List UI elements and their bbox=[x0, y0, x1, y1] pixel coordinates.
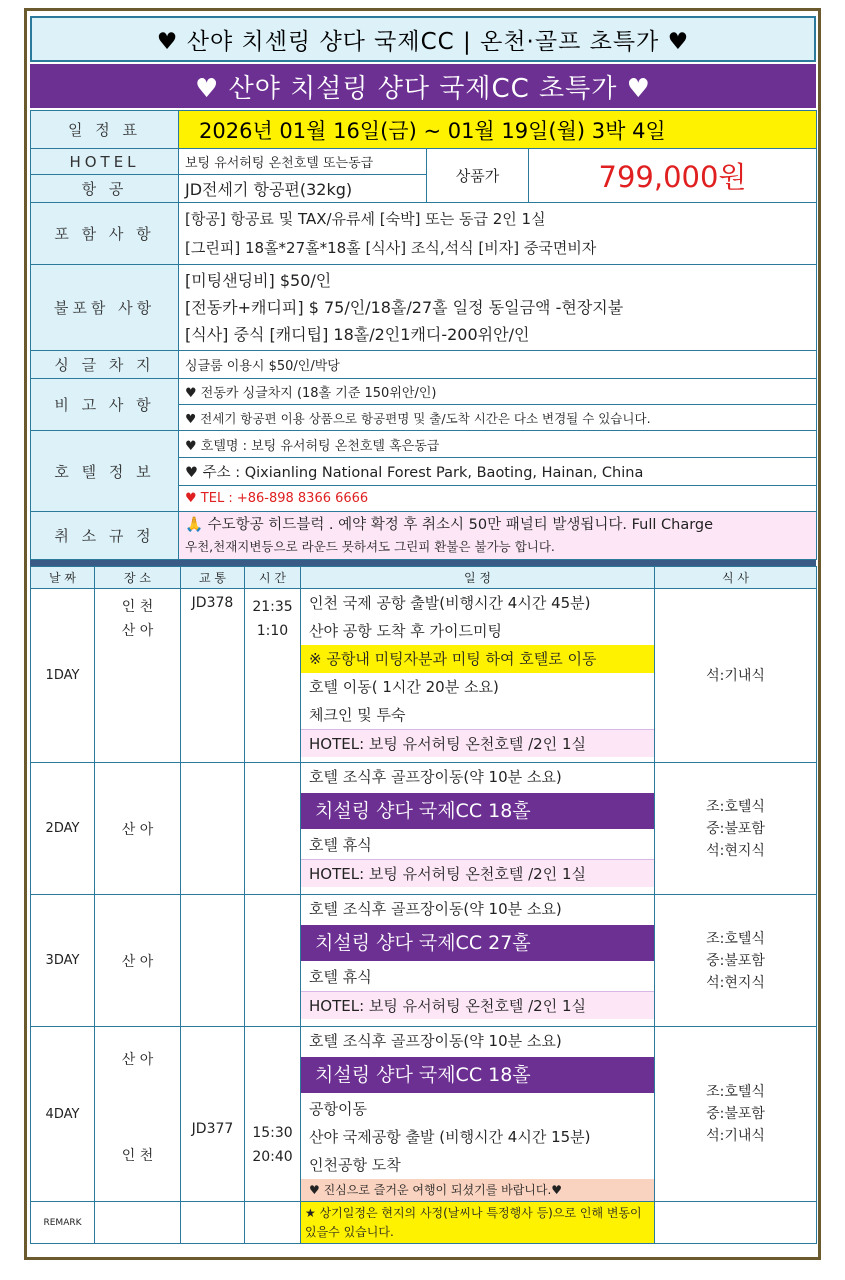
air-value: JD전세기 항공편(32kg) bbox=[179, 175, 427, 203]
day4-meal: 중:불포함 bbox=[706, 1106, 765, 1122]
hotel-row bbox=[31, 149, 817, 175]
hotel-info-row-1 bbox=[31, 431, 817, 458]
day4-place: 인 천 bbox=[121, 1148, 154, 1164]
cancel-row bbox=[31, 512, 817, 560]
single-label: 싱 글 차 지 bbox=[31, 351, 179, 379]
day1-place: 인 천 bbox=[121, 599, 154, 615]
price-value: 799,000원 bbox=[529, 149, 817, 203]
day4-row bbox=[31, 1027, 817, 1202]
day3-meal: 조:호텔식 bbox=[706, 930, 765, 947]
day4-times bbox=[245, 1027, 301, 1202]
day3-meal: 중:불포함 bbox=[706, 952, 765, 969]
remark-row bbox=[31, 1202, 817, 1244]
schedule-table bbox=[30, 566, 817, 1244]
hotel-value: 보팅 유서허팅 온천호텔 또는동급 bbox=[179, 149, 427, 175]
day3-place: 산 아 bbox=[95, 895, 181, 1027]
day4-item: 호텔 조식후 골프장이동(약 10분 소요) bbox=[309, 1032, 562, 1050]
day4-item: 산야 국제공항 출발 (비행시간 4시간 15분) bbox=[309, 1128, 591, 1146]
page-title: ♥ 산야 치센링 샹다 국제CC | 온천·골프 초특가 ♥ bbox=[30, 16, 816, 62]
day4-item: 공항이동 bbox=[309, 1100, 367, 1118]
remarks-line: ♥ 전세기 항공편 이용 상품으로 항공편명 및 출/도착 시간은 다소 변경될 수 있습니다. bbox=[179, 405, 817, 431]
cancel-line: 🙏 수도항공 히드블럭 . 예약 확정 후 취소시 50만 패널티 발생됩니다. Full Charge bbox=[185, 516, 714, 533]
day3-item: 호텔 휴식 bbox=[309, 968, 372, 986]
day2-items bbox=[301, 763, 655, 895]
day4-time: 20:40 bbox=[252, 1149, 293, 1165]
day2-item: 호텔 휴식 bbox=[309, 836, 372, 854]
day4-meals bbox=[655, 1027, 817, 1202]
schedule-value: 2026년 01월 16일(금) ~ 01월 19일(월) 3박 4일 bbox=[179, 111, 817, 149]
exclude-row bbox=[31, 265, 817, 351]
day2-item: 호텔 조식후 골프장이동(약 10분 소요) bbox=[309, 768, 562, 786]
hotel-tel: ♥ TEL : +86-898 8366 6666 bbox=[179, 486, 817, 512]
day4-meal: 석:기내식 bbox=[706, 1128, 765, 1144]
day1-item: 호텔 이동( 1시간 20분 소요) bbox=[309, 678, 499, 696]
day2-meal: 석:현지식 bbox=[706, 842, 765, 859]
hotel-info-line: ♥ 호텔명 : 보팅 유서허팅 온천호텔 혹은동급 bbox=[179, 431, 817, 458]
day3-time bbox=[245, 895, 301, 1027]
remark-empty bbox=[655, 1202, 817, 1244]
itinerary-document bbox=[30, 16, 816, 1244]
day1-transport: JD378 bbox=[181, 589, 245, 763]
day1-times bbox=[245, 589, 301, 763]
header-meal: 식 사 bbox=[655, 567, 817, 589]
day2-meal: 조:호텔식 bbox=[706, 798, 765, 815]
day3-transport bbox=[181, 895, 245, 1027]
day2-label: 2DAY bbox=[31, 763, 95, 895]
day3-golf-course: 치설링 샹다 국제CC 27홀 bbox=[301, 925, 654, 961]
exclude-value bbox=[179, 265, 817, 351]
cancel-line: 우천,천재지변등으로 라운드 못하셔도 그린피 환불은 불가능 합니다. bbox=[185, 538, 555, 554]
include-value bbox=[179, 203, 817, 265]
exclude-line: [미팅샌딩비] $50/인 bbox=[185, 271, 332, 290]
day1-label: 1DAY bbox=[31, 589, 95, 763]
include-label: 포 함 사 항 bbox=[31, 203, 179, 265]
day3-items bbox=[301, 895, 655, 1027]
include-row bbox=[31, 203, 817, 265]
day2-time bbox=[245, 763, 301, 895]
day4-farewell: ♥ 진심으로 즐거운 여행이 되셨기를 바랍니다.♥ bbox=[301, 1179, 654, 1201]
day1-item: 인천 국제 공항 출발(비행시간 4시간 45분) bbox=[309, 594, 591, 612]
day1-item: 산야 공항 도착 후 가이드미팅 bbox=[309, 622, 502, 640]
header-itinerary: 일 정 bbox=[301, 567, 655, 589]
remark-label: REMARK bbox=[31, 1202, 95, 1244]
header-date: 날 짜 bbox=[31, 567, 95, 589]
exclude-line: [식사] 중식 [캐디팁] 18홀/2인1캐디-200위안/인 bbox=[185, 325, 530, 344]
day4-items bbox=[301, 1027, 655, 1202]
header-place: 장 소 bbox=[95, 567, 181, 589]
day2-row bbox=[31, 763, 817, 895]
include-line: [그린피] 18홀*27홀*18홀 [식사] 조식,석식 [비자] 중국면비자 bbox=[185, 238, 597, 257]
day3-label: 3DAY bbox=[31, 895, 95, 1027]
info-table bbox=[30, 110, 817, 560]
hotel-info-line: ♥ 주소 : Qixianling National Forest Park, Baoting, Hainan, China bbox=[179, 458, 817, 486]
day3-meal: 석:현지식 bbox=[706, 974, 765, 991]
schedule-row bbox=[31, 111, 817, 149]
day1-time: 1:10 bbox=[256, 623, 289, 639]
day1-item: 체크인 및 투숙 bbox=[309, 706, 406, 724]
remarks-line: ♥ 전동카 싱글차지 (18홀 기준 150위안/인) bbox=[179, 379, 817, 405]
hotel-info-label: 호 텔 정 보 bbox=[31, 431, 179, 512]
remarks-label: 비 고 사 항 bbox=[31, 379, 179, 431]
remark-empty bbox=[95, 1202, 181, 1244]
day1-meal: 석:기내식 bbox=[706, 667, 765, 684]
cancel-value bbox=[179, 512, 817, 560]
day2-transport bbox=[181, 763, 245, 895]
day1-meals bbox=[655, 589, 817, 763]
remark-text: ★ 상기일정은 현지의 사정(날씨나 특정행사 등)으로 인해 변동이 있을수 있습니다. bbox=[301, 1202, 655, 1244]
day4-places bbox=[95, 1027, 181, 1202]
day1-hotel: HOTEL: 보팅 유서허팅 온천호텔 /2인 1실 bbox=[301, 729, 654, 757]
day4-meal: 조:호텔식 bbox=[706, 1084, 765, 1100]
remark-empty bbox=[245, 1202, 301, 1244]
exclude-line: [전동카+캐디피] $ 75/인/18홀/27홀 일정 동일금액 -현장지불 bbox=[185, 298, 624, 317]
include-line: [항공] 항공료 및 TAX/유류세 [숙박] 또는 동급 2인 1실 bbox=[185, 209, 546, 228]
cancel-label: 취 소 규 정 bbox=[31, 512, 179, 560]
schedule-header-row bbox=[31, 567, 817, 589]
day1-time: 21:35 bbox=[252, 599, 293, 615]
day2-meal: 중:불포함 bbox=[706, 820, 765, 837]
remarks-row-1 bbox=[31, 379, 817, 405]
day1-places bbox=[95, 589, 181, 763]
day2-golf-course: 치설링 샹다 국제CC 18홀 bbox=[301, 793, 654, 829]
day2-place: 산 아 bbox=[95, 763, 181, 895]
day4-golf-course: 치설링 샹다 국제CC 18홀 bbox=[301, 1057, 654, 1093]
day3-meals bbox=[655, 895, 817, 1027]
schedule-label: 일 정 표 bbox=[31, 111, 179, 149]
day1-item-highlight: ※ 공항내 미팅자분과 미팅 하여 호텔로 이동 bbox=[301, 645, 654, 673]
air-label: 항 공 bbox=[31, 175, 179, 203]
remark-empty bbox=[181, 1202, 245, 1244]
header-transport: 교 통 bbox=[181, 567, 245, 589]
day1-place: 산 아 bbox=[121, 623, 154, 639]
day4-label: 4DAY bbox=[31, 1027, 95, 1202]
single-row bbox=[31, 351, 817, 379]
day3-hotel: HOTEL: 보팅 유서허팅 온천호텔 /2인 1실 bbox=[301, 991, 654, 1019]
day4-time: 15:30 bbox=[252, 1125, 293, 1141]
day4-transport: JD377 bbox=[181, 1027, 245, 1202]
day2-hotel: HOTEL: 보팅 유서허팅 온천호텔 /2인 1실 bbox=[301, 859, 654, 887]
day1-items bbox=[301, 589, 655, 763]
day4-place: 산 아 bbox=[121, 1052, 154, 1068]
day1-row bbox=[31, 589, 817, 763]
single-value: 싱글룸 이용시 $50/인/박당 bbox=[179, 351, 817, 379]
exclude-label: 불포함 사항 bbox=[31, 265, 179, 351]
day3-item: 호텔 조식후 골프장이동(약 10분 소요) bbox=[309, 900, 562, 918]
page-subtitle: ♥ 산야 치설링 샹다 국제CC 초특가 ♥ bbox=[30, 64, 816, 108]
day2-meals bbox=[655, 763, 817, 895]
hotel-label: HOTEL bbox=[31, 149, 179, 175]
price-label: 상품가 bbox=[427, 149, 529, 203]
day4-item: 인천공항 도착 bbox=[309, 1156, 401, 1174]
header-time: 시 간 bbox=[245, 567, 301, 589]
day3-row bbox=[31, 895, 817, 1027]
